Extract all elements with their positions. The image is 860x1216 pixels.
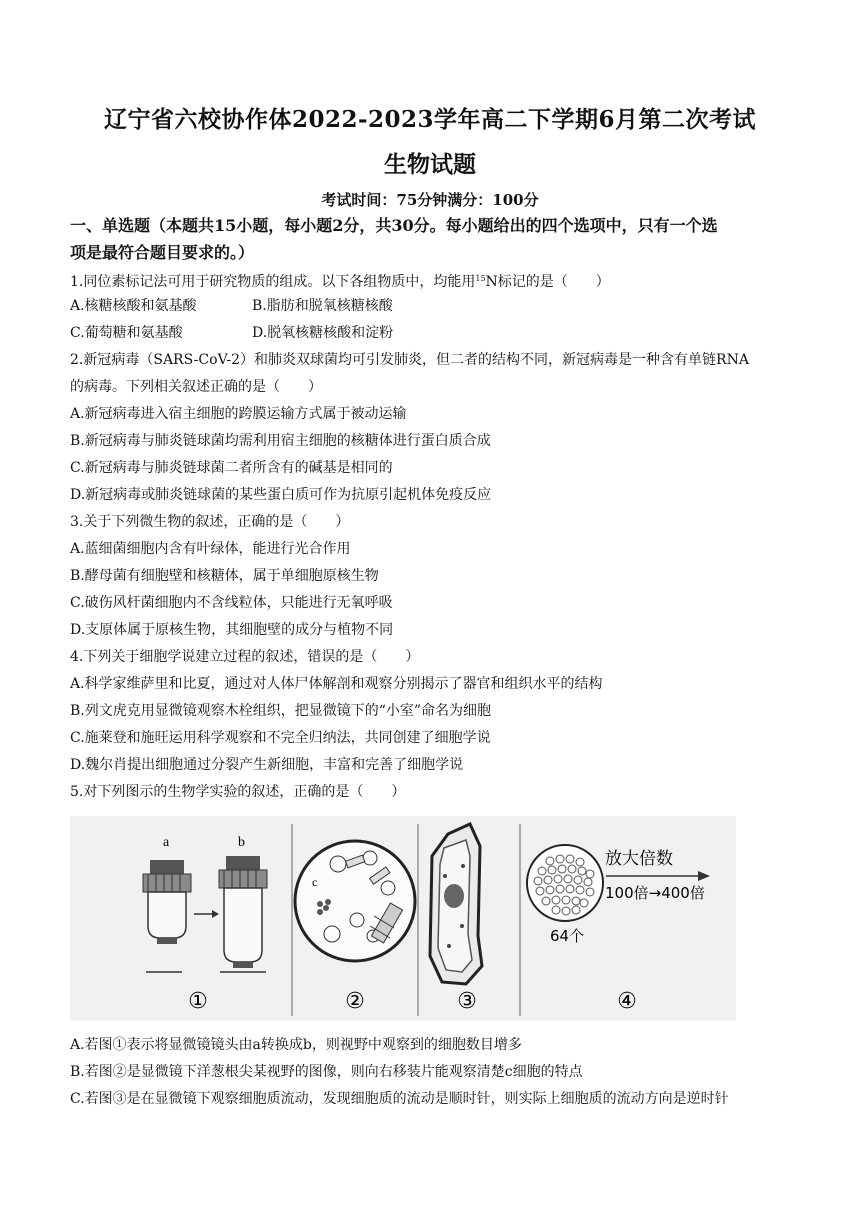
objective-lens-a: [143, 860, 191, 944]
q5-option-c: C.若图③是在显微镜下观察细胞质流动，发现细胞质的流动是顺时针，则实际上细胞质的流动方向是逆时针: [70, 1091, 729, 1107]
q5-figure: [70, 816, 736, 1021]
q5-option-b: B.若图②是显微镜下洋葱根尖某视野的图像，则向右移装片能观察清楚c细胞的特点: [70, 1064, 583, 1080]
caption-1: ①: [188, 989, 208, 1014]
caption-2: ②: [345, 989, 365, 1014]
q2-option-c: C.新冠病毒与肺炎链球菌二者所含有的碱基是相同的: [70, 460, 393, 476]
section-heading-line2: 项是最符合题目要求的。）: [70, 243, 255, 262]
q4-option-b: B.列文虎克用显微镜观察木栓组织，把显微镜下的“小室”命名为细胞: [70, 703, 492, 719]
magnification-range: 100倍→400倍: [605, 884, 705, 902]
q5-stem: 5.对下列图示的生物学实验的叙述，正确的是（ ）: [70, 784, 406, 800]
caption-3: ③: [457, 989, 477, 1014]
q3-option-c: C.破伤风杆菌细胞内不含线粒体，只能进行无氧呼吸: [70, 595, 393, 611]
objective-lens-b: [219, 856, 267, 968]
q1-stem-before: 1.同位素标记法可用于研究物质的组成。以下各组物质中，均能用: [70, 274, 476, 290]
q2-option-d: D.新冠病毒或肺炎链球菌的某些蛋白质可作为抗原引起机体免疫反应: [70, 487, 492, 503]
q4-option-c: C.施莱登和施旺运用科学观察和不完全归纳法，共同创建了细胞学说: [70, 730, 491, 746]
q3-stem: 3.关于下列微生物的叙述，正确的是（ ）: [70, 514, 350, 530]
label-a: a: [163, 835, 170, 850]
q1-isotope-mass: 15: [475, 274, 486, 283]
q2-option-a: A.新冠病毒进入宿主细胞的跨膜运输方式属于被动运输: [70, 406, 407, 422]
microscope-field-view: [295, 841, 415, 961]
q5-figure-svg: [70, 816, 736, 1021]
q4-option-d: D.魏尔肖提出细胞通过分裂产生新细胞，丰富和完善了细胞学说: [70, 757, 464, 773]
q1-stem: [70, 269, 610, 292]
section-heading-line1: 一、单选题（本题共15小题，每小题2分，共30分。每小题给出的四个选项中，只有一个选: [70, 216, 718, 235]
q3-option-a: A.蓝细菌细胞内含有叶绿体，能进行光合作用: [70, 541, 351, 557]
exam-title: 辽宁省六校协作体2022-2023学年高二下学期6月第二次考试: [103, 106, 757, 133]
label-c: c: [312, 875, 318, 889]
q2-option-b: B.新冠病毒与肺炎链球菌均需利用宿主细胞的核糖体进行蛋白质合成: [70, 433, 491, 449]
q1-stem-after: N标记的是（ ）: [485, 274, 610, 290]
q3-option-d: D.支原体属于原核生物，其细胞壁的成分与植物不同: [70, 622, 394, 638]
label-b: b: [238, 835, 245, 850]
q4-option-a: A.科学家维萨里和比夏，通过对人体尸体解剖和观察分别揭示了器官和组织水平的结构: [70, 676, 603, 692]
cell-cluster: [527, 845, 603, 921]
q1-option-c: C.葡萄糖和氨基酸: [70, 325, 183, 341]
cell-count-label: 64个: [550, 927, 585, 945]
q3-option-b: B.酵母菌有细胞壁和核糖体，属于单细胞原核生物: [70, 568, 379, 584]
plant-cell: [430, 824, 482, 984]
exam-subtitle: 生物试题: [384, 151, 476, 178]
caption-4: ④: [617, 989, 637, 1014]
arrow-icon: [194, 910, 219, 918]
exam-meta: 考试时间：75分钟满分：100分: [321, 191, 539, 209]
magnification-title: 放大倍数: [605, 849, 673, 869]
magnification-arrow-icon: [606, 871, 710, 881]
q1-option-d: D.脱氧核糖核酸和淀粉: [252, 325, 394, 341]
q5-option-a: A.若图①表示将显微镜镜头由a转换成b，则视野中观察到的细胞数目增多: [70, 1037, 522, 1053]
q2-stem-line1: 2.新冠病毒（SARS-CoV-2）和肺炎双球菌均可引发肺炎，但二者的结构不同，新冠病毒是一种含有单链RNA: [70, 352, 749, 368]
q1-option-a: A.核糖核酸和氨基酸: [70, 298, 197, 314]
q1-option-b: B.脂肪和脱氧核糖核酸: [252, 298, 393, 314]
q2-stem-line2: 的病毒。下列相关叙述正确的是（ ）: [70, 379, 322, 395]
q4-stem: 4.下列关于细胞学说建立过程的叙述，错误的是（ ）: [70, 649, 420, 665]
